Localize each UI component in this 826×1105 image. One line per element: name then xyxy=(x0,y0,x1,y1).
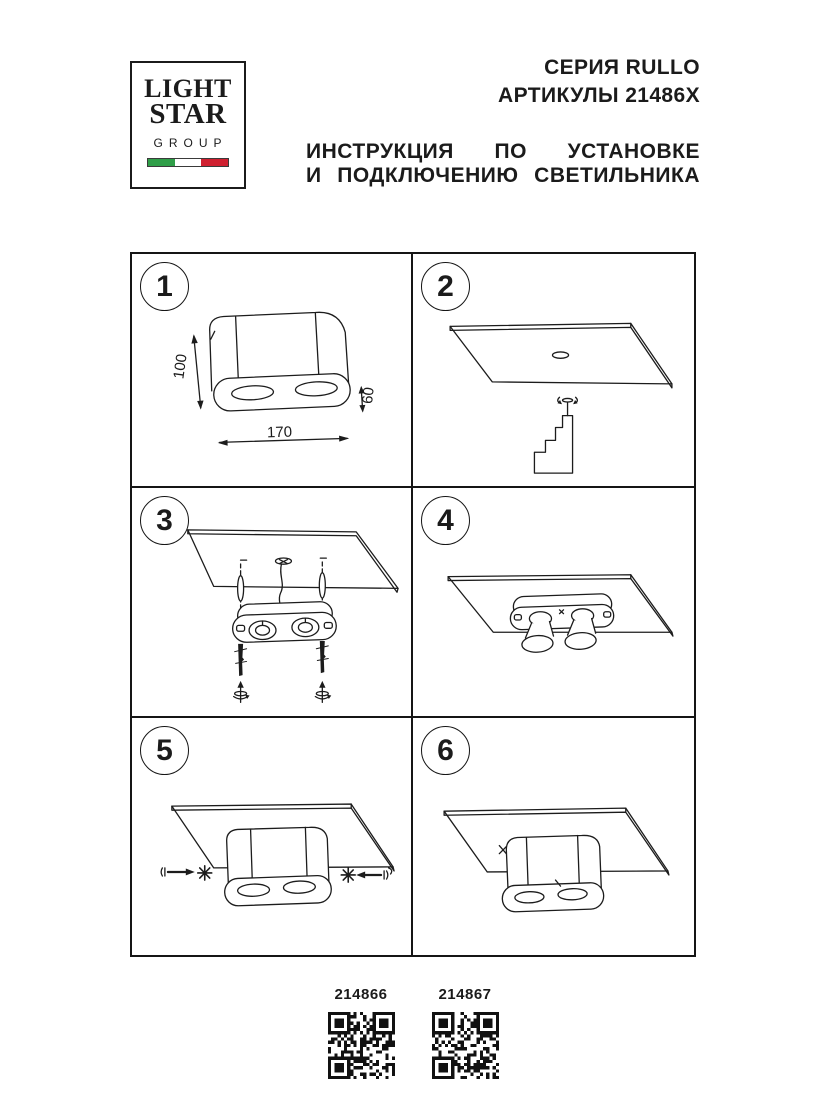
step-number-badge: 1 xyxy=(140,262,189,311)
step-number-badge: 3 xyxy=(140,496,189,545)
screws xyxy=(234,681,332,702)
logo-text-light: LIGHT xyxy=(144,74,232,103)
article-code-block-1 xyxy=(328,986,395,1079)
fixture-body xyxy=(210,312,351,411)
instruction-title-line1: ИНСТРУКЦИЯ ПО УСТАНОВКЕ xyxy=(306,140,700,163)
impact-mark-right xyxy=(341,868,355,882)
instruction-title-line2: И ПОДКЛЮЧЕНИЮ СВЕТИЛЬНИКА xyxy=(306,164,700,187)
step-number-badge: 6 xyxy=(421,726,470,775)
ceiling-panel xyxy=(450,323,672,387)
qr-code-214867 xyxy=(432,1012,499,1079)
step-panel-3 xyxy=(132,488,413,718)
step-panel-6 xyxy=(413,718,694,955)
flag-green-segment xyxy=(148,159,175,166)
step-number-badge: 5 xyxy=(140,726,189,775)
lightstar-logo xyxy=(130,61,246,189)
italian-flag-stripe-icon xyxy=(147,158,229,167)
flag-red-segment xyxy=(201,159,228,166)
articles-title: АРТИКУЛЫ 21486X xyxy=(498,84,700,107)
fixture-body xyxy=(224,827,331,906)
step-number-badge: 2 xyxy=(421,262,470,311)
suspension-wire xyxy=(275,558,291,609)
dimension-height-label: 100 xyxy=(170,352,191,381)
ceiling-panel xyxy=(188,530,398,592)
dimension-width-label: 170 xyxy=(266,423,293,442)
series-title: СЕРИЯ RULLO xyxy=(544,56,700,79)
mounting-bracket xyxy=(534,397,577,473)
logo-text-group: GROUP xyxy=(153,136,228,150)
qr-section xyxy=(0,986,826,1079)
fixture-body xyxy=(499,835,604,912)
fixture-base xyxy=(510,594,614,631)
step-panel-4 xyxy=(413,488,694,718)
instruction-title xyxy=(306,140,700,188)
step-panel-1 xyxy=(132,254,413,488)
step-panel-2 xyxy=(413,254,694,488)
fixture-base-bottom-view xyxy=(232,601,337,642)
impact-mark-left xyxy=(198,866,212,880)
spring-ticks xyxy=(235,646,329,664)
qr-code-214866 xyxy=(328,1012,395,1079)
logo-text-star: STAR xyxy=(149,98,227,130)
article-code-block-2 xyxy=(432,986,499,1079)
article-code-label: 214867 xyxy=(438,986,492,1003)
step-number-badge: 4 xyxy=(421,496,470,545)
steps-grid xyxy=(130,252,696,957)
dimension-depth-label: 60 xyxy=(359,386,378,405)
flag-white-segment xyxy=(175,159,202,166)
anchor-springs xyxy=(238,641,326,676)
article-code-label: 214866 xyxy=(334,986,388,1003)
step-panel-5 xyxy=(132,718,413,955)
